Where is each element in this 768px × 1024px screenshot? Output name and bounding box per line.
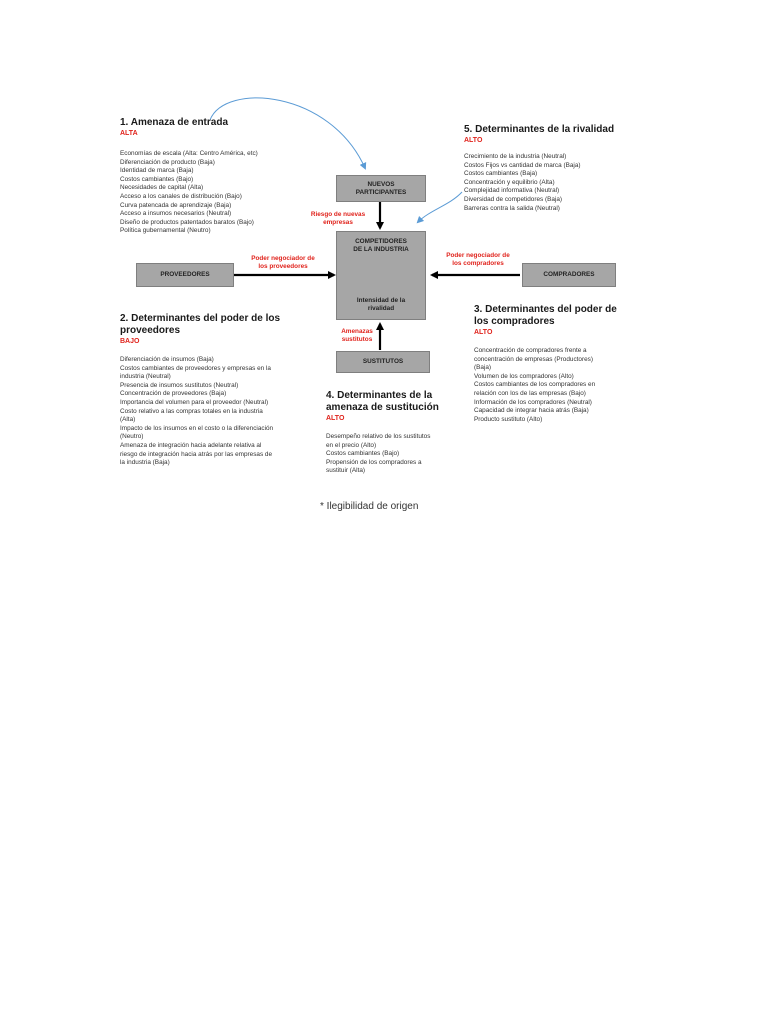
list-item: (Baja) xyxy=(474,364,492,372)
intensidad-rivalidad-label: Intensidad de la xyxy=(356,297,406,304)
list-item: Importancia del volumen para el proveedor (Neutral) xyxy=(120,398,269,406)
list-item: Presencia de insumos sustitutos (Neutral) xyxy=(120,381,239,389)
section-items xyxy=(464,153,614,213)
amenazas-sustitutos-label xyxy=(336,328,378,344)
list-item: Concentración y equilibrio (Alta) xyxy=(464,178,555,186)
intensidad-rivalidad-label: rivalidad xyxy=(367,305,395,312)
section-poder-proveedores xyxy=(120,313,280,468)
section-title xyxy=(474,304,617,328)
box-label: COMPRADORES xyxy=(543,271,595,278)
list-item: Diferenciación de producto (Baja) xyxy=(120,158,215,166)
list-item: Acceso a los canales de distribución (Bajo) xyxy=(120,192,242,200)
nuevos-participantes-box xyxy=(336,175,426,202)
list-item: Concentración de proveedores (Baja) xyxy=(120,390,227,398)
section-level: ALTO xyxy=(464,137,483,144)
title-line: 4. Determinantes de la xyxy=(326,390,433,401)
list-item: riesgo de integración hacia atrás por las empresas de xyxy=(120,450,273,458)
list-item: Propensión de los compradores a xyxy=(326,458,422,466)
list-item: la industria (Baja) xyxy=(120,459,170,467)
list-item: Curva patencada de aprendizaje (Baja) xyxy=(120,201,232,209)
section-level: BAJO xyxy=(120,338,140,345)
compradores-box xyxy=(522,263,616,287)
box-label-line: PARTICIPANTES xyxy=(355,188,407,196)
proveedores-box xyxy=(136,263,234,287)
box-label-line: DE LA INDUSTRIA xyxy=(353,246,409,253)
list-item: Política gubernamental (Neutro) xyxy=(120,227,211,235)
competidores-industria-box xyxy=(336,231,426,320)
section-items xyxy=(120,356,280,468)
list-item: Amenaza de integración hacia adelante relativa al xyxy=(120,441,262,449)
label-line: los proveedores xyxy=(258,263,308,270)
title-line: 3. Determinantes del poder de xyxy=(474,304,617,315)
list-item: Crecimiento de la industria (Neutral) xyxy=(464,153,567,160)
section-amenaza-sustitucion xyxy=(326,390,439,476)
label-line: Poder negociador de xyxy=(251,255,315,262)
list-item: relación con los de las empresas (Bajo) xyxy=(474,389,586,397)
section-rivalidad xyxy=(464,124,614,213)
list-item: Costos cambiantes de los compradores en xyxy=(474,381,596,389)
section-items xyxy=(474,347,617,424)
list-item: (Neutro) xyxy=(120,433,144,441)
list-item: Costos cambiantes de proveedores y empresas en la xyxy=(120,364,271,372)
box-label-line: COMPETIDORES xyxy=(355,238,407,245)
list-item: Costos cambiantes (Bajo) xyxy=(326,450,400,458)
section-level: ALTA xyxy=(120,130,138,137)
list-item: Costos cambiantes (Bajo) xyxy=(120,175,194,183)
section-level: ALTO xyxy=(326,415,345,422)
poder-compradores-label xyxy=(440,252,516,268)
section-title: 1. Amenaza de entrada xyxy=(120,117,229,128)
list-item: Identidad de marca (Baja) xyxy=(120,167,194,175)
title-line: los compradores xyxy=(474,316,555,327)
section-amenaza-entrada xyxy=(120,117,258,236)
list-item: sustituir (Alta) xyxy=(326,467,366,475)
list-item: industria (Neutral) xyxy=(120,373,171,381)
poder-proveedores-label xyxy=(240,255,326,271)
section-level: ALTO xyxy=(474,329,493,336)
label-line: Riesgo de nuevas xyxy=(310,211,366,218)
label-line: Amenazas xyxy=(341,328,373,335)
list-item: Desempeño relativo de los sustitutos xyxy=(326,433,431,440)
list-item: Costos Fijos vs cantidad de marca (Baja) xyxy=(464,161,581,169)
list-item: (Alta) xyxy=(120,416,136,424)
list-item: Diferenciación de insumos (Baja) xyxy=(120,356,214,363)
list-item: Producto sustituto (Alto) xyxy=(474,415,543,423)
label-line: los compradores xyxy=(452,260,504,267)
list-item: Información de los compradores (Neutral) xyxy=(474,398,592,406)
section-items xyxy=(326,433,439,476)
title-line: amenaza de sustitución xyxy=(326,402,439,413)
sustitutos-box xyxy=(336,351,430,373)
list-item: Barreras contra la salida (Neutral) xyxy=(464,204,560,212)
list-item: Economías de escala (Alta: Centro América, etc) xyxy=(120,150,258,157)
section-title xyxy=(326,390,439,414)
list-item: Impacto de los insumos en el costo o la diferenciación xyxy=(120,424,274,432)
label-line: sustitutos xyxy=(341,336,373,343)
list-item: Capacidad de integrar hacia atrás (Baja) xyxy=(474,407,589,415)
riesgo-nuevas-empresas-label xyxy=(300,211,376,227)
list-item: Necesidades de capital (Alta) xyxy=(120,184,204,192)
label-line: empresas xyxy=(323,219,353,226)
section-title xyxy=(120,313,280,337)
list-item: concentración de empresas (Productores) xyxy=(474,355,593,363)
list-item: Concentración de compradores frente a xyxy=(474,347,587,354)
label-line: Poder negociador de xyxy=(446,252,510,259)
list-item: Diseño de productos patentados baratos (Bajo) xyxy=(120,218,254,226)
title-line: proveedores xyxy=(120,325,181,336)
list-item: Volumen de los compradores (Alto) xyxy=(474,372,574,380)
box-label: PROVEEDORES xyxy=(160,271,210,278)
list-item: Complejidad informativa (Neutral) xyxy=(464,187,560,195)
footnote: * Ilegibilidad de origen xyxy=(320,501,419,512)
section-title: 5. Determinantes de la rivalidad xyxy=(464,124,615,135)
list-item: Acceso a insumos necesarios (Neutral) xyxy=(120,210,232,218)
list-item: en el precio (Alto) xyxy=(326,441,377,449)
list-item: Costos cambiantes (Baja) xyxy=(464,170,538,178)
list-item: Costo relativo a las compras totales en la industria xyxy=(120,407,263,415)
box-label: SUSTITUTOS xyxy=(362,358,404,365)
section-poder-compradores xyxy=(474,304,617,424)
section-items xyxy=(120,150,258,236)
list-item: Diversidad de competidores (Baja) xyxy=(464,195,563,203)
box-label-line: NUEVOS xyxy=(367,180,395,188)
title-line: 2. Determinantes del poder de los xyxy=(120,313,281,324)
